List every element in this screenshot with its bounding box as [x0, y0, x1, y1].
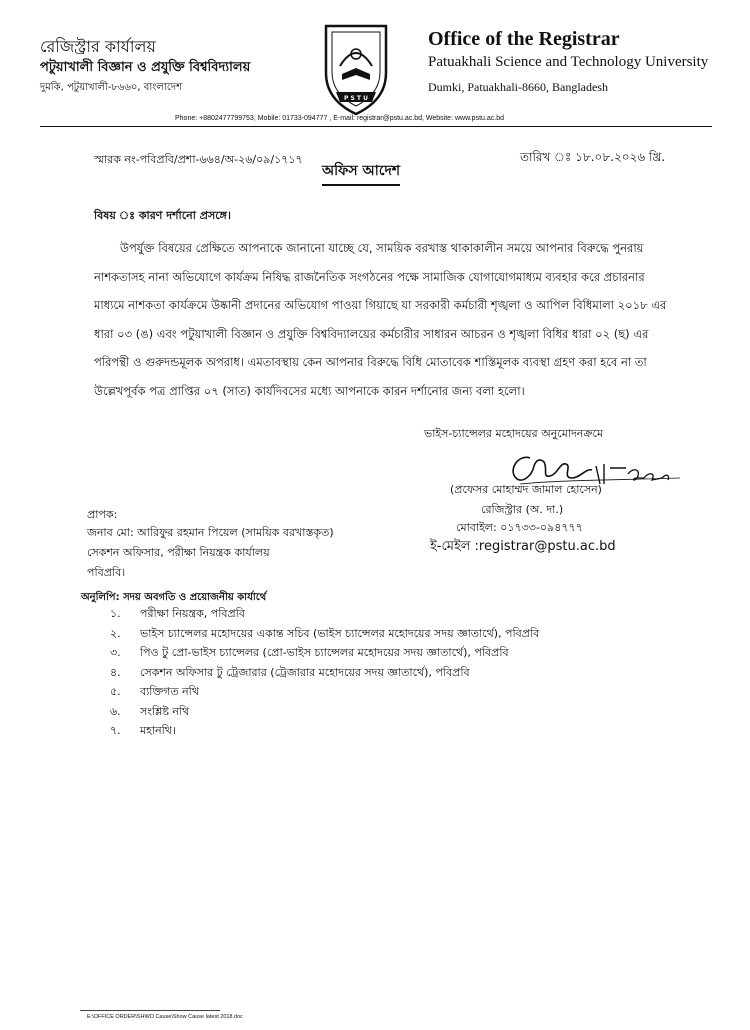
- memo-date: তারিখ ঃ ১৮.০৮.২০২৬ খ্রি.: [520, 150, 666, 164]
- list-item: [110, 721, 539, 741]
- letterhead-divider: [40, 126, 712, 127]
- university-logo-icon: [306, 18, 406, 118]
- body-line: উল্লেখপূর্বক পত্র প্রাপ্তির ০৭ (সাত) কার্যদিবসের মধ্যে আপনাকে কারন দর্শানোর জন্য বলা হলো।: [94, 383, 525, 398]
- cc-title: অনুলিপি: সদয় অবগতি ও প্রয়োজনীয় কার্যার্থে: [81, 592, 267, 603]
- cc-list: [110, 604, 539, 741]
- body-line: উপর্যুক্ত বিষয়ের প্রেক্ষিতে আপনাকে জানানো যাচ্ছে যে, সাময়িক বরখাস্ত থাকাকালীন সময়ে আপনার বিরুদ্ধে পুনরায়: [120, 241, 644, 255]
- body-line: নাশকতাসহ নানা অভিযোগে কার্যক্রম নিষিদ্ধ রাজনৈতিক সংগঠনের পক্ষে সামাজিক যোগাযোগমাধ্যম ব্যবহার করে প্রচারনার: [94, 269, 645, 284]
- recipient-label: প্রাপক:: [87, 508, 118, 521]
- letterhead-en-office: Office of the Registrar: [428, 28, 620, 50]
- list-item-text: মহানথি।: [140, 724, 176, 737]
- signatory-name: (প্রফেসর মোহাম্মদ জামাল হোসেন): [450, 483, 602, 496]
- list-item: [110, 702, 539, 722]
- list-item-text: পরীক্ষা নিয়ন্ত্রক, পবিপ্রবি: [140, 607, 245, 620]
- list-item-text: ব্যক্তিগত নথি: [140, 685, 199, 698]
- recipient-name: জনাব মো: আরিফুর রহমান পিয়েল (সাময়িক বরখাস্তকৃত): [87, 526, 334, 539]
- letterhead-bn-office: রেজিস্ট্রার কার্যালয়: [40, 37, 156, 56]
- approval-note: ভাইস-চ্যান্সেলর মহোদয়ের অনুমোদনক্রমে: [424, 427, 604, 440]
- letterhead-en-address: Dumki, Patuakhali-8660, Bangladesh: [428, 80, 608, 94]
- body-line: ধারা ০৩ (ঙ) এবং পটুয়াখালী বিজ্ঞান ও প্রযুক্তি বিশ্ববিদ্যালয়ের কর্মচারীর সাধারন আচরন ও শৃঙ্খলা বিধির ধারা ০২ (ছ) এর: [94, 326, 649, 341]
- document-heading: অফিস আদেশ: [322, 159, 400, 186]
- recipient-institution: পবিপ্রবি।: [87, 566, 126, 579]
- letterhead-bn-university: পটুয়াখালী বিজ্ঞান ও প্রযুক্তি বিশ্ববিদ্যালয়: [40, 60, 251, 75]
- signatory-email: ই-মেইল :registrar@pstu.ac.bd: [430, 539, 616, 554]
- body-paragraph: [94, 234, 679, 406]
- footer-divider: [80, 1010, 220, 1011]
- list-item-number: ১.: [110, 607, 121, 620]
- list-item: [110, 624, 539, 644]
- list-item-number: ৩.: [110, 646, 121, 659]
- memo-number: স্মারক নং-পবিপ্রবি/প্রশা-৬৬৪/অ-২৬/০৯/১৭১৭: [94, 153, 303, 166]
- list-item: [110, 604, 539, 624]
- list-item-number: ৬.: [110, 704, 121, 718]
- list-item-number: ৪.: [110, 665, 121, 679]
- list-item: [110, 643, 539, 663]
- memo-subject: বিষয় ঃ কারণ দর্শানো প্রসঙ্গে।: [94, 209, 231, 222]
- list-item-text: সেকশন অফিসার টু ট্রেজারার (ট্রেজারার মহোদয়ের সদয় জ্ঞাতার্থে), পবিপ্রবি: [140, 665, 470, 679]
- body-line: মাধ্যমে নাশকতা কার্যক্রমে উষ্কানী প্রদানের অভিযোগ পাওয়া গিয়াছে যা সরকারী কর্মচারী শৃঙ্খলা ও আপিল বিধিমালা ২০১৮ এর: [94, 298, 667, 313]
- letterhead-en-university: Patuakhali Science and Technology University: [428, 54, 709, 70]
- signatory-title: রেজিস্ট্রার (অ. দা.): [481, 503, 564, 516]
- logo-text: P S T U: [344, 95, 368, 102]
- body-line: পরিপন্থী ও গুরুদন্ডমূলক অপরাধ। এমতাবস্থায় কেন আপনার বিরুদ্ধে বিধি মোতাবেক শাস্তিমূলক ব্যবস্থা গ্রহণ করা হবে না তা: [94, 355, 647, 370]
- list-item: [110, 682, 539, 702]
- recipient-designation: সেকশন অফিসার, পরীক্ষা নিয়ন্ত্রক কার্যালয়: [87, 546, 270, 559]
- list-item-number: ২.: [110, 626, 121, 640]
- list-item-number: ৭.: [110, 724, 121, 737]
- footer-file-path: E:\OFFICE ORDER\SHWO Cause\Show Cause latest 2018.doc: [87, 1014, 243, 1020]
- letterhead-contact: Phone: +8802477799753, Mobile: 01733-094777 , E-mail: registrar@pstu.ac.bd, Website: www.pstu.ac.bd: [175, 115, 504, 122]
- list-item-text: সংশ্লিষ্ট নথি: [140, 704, 190, 718]
- letterhead-bn-address: দুমকি, পটুয়াখালী-৮৬৬০, বাংলাদেশ: [40, 82, 183, 93]
- list-item-number: ৫.: [110, 685, 121, 698]
- list-item-text: পিও টু প্রো-ভাইস চ্যান্সেলর (প্রো-ভাইস চ্যান্সেলর মহোদয়ের সদয় জ্ঞাতার্থে), পবিপ্রবি: [140, 646, 509, 659]
- list-item: [110, 663, 539, 683]
- list-item-text: ভাইস চ্যান্সেলর মহোদয়ের একান্ত সচিব (ভাইস চ্যান্সেলর মহোদয়ের সদয় জ্ঞাতার্থে), পবিপ্রবি: [140, 626, 540, 640]
- signatory-mobile: মোবাইল: ০১৭৩৩-০৯৪৭৭৭: [456, 521, 583, 534]
